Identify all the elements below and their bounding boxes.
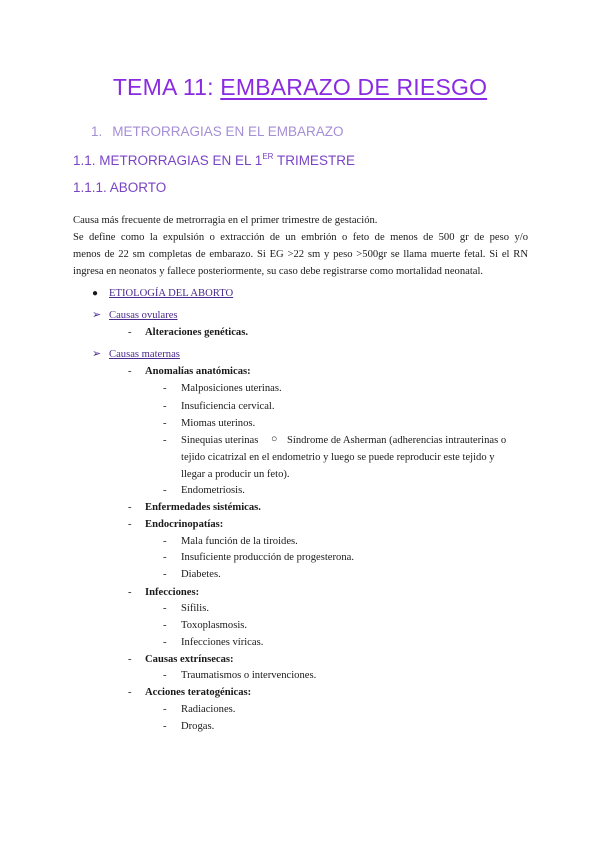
heading-superscript: ER xyxy=(262,152,274,161)
dash-icon: - xyxy=(128,587,132,598)
dash-icon: - xyxy=(128,327,132,338)
endocrino-label: Endocrinopatías: xyxy=(145,519,224,530)
list-item: Miomas uterinos. xyxy=(181,418,256,429)
dash-icon: - xyxy=(163,569,167,580)
sinequias-text-1: Síndrome de Asherman (adherencias intrauterinas o xyxy=(287,435,507,446)
heading-text: METRORRAGIAS EN EL EMBARAZO xyxy=(112,124,344,139)
dash-icon: - xyxy=(163,637,167,648)
ovulares-item: Alteraciones genéticas. xyxy=(145,327,248,338)
teratogenicas-label: Acciones teratogénicas: xyxy=(145,687,252,698)
sinequias-text-2: tejido cicatrizal en el endometrio y luego se puede reproducir este tejido y xyxy=(181,452,495,463)
dash-icon: - xyxy=(163,620,167,631)
dash-icon: - xyxy=(163,603,167,614)
heading-level-2 xyxy=(73,152,355,168)
list-item: Sífilis. xyxy=(181,603,209,614)
list-item: Malposiciones uterinas. xyxy=(181,383,282,394)
heading-level-1 xyxy=(91,124,344,139)
infecciones-label: Infecciones: xyxy=(145,587,200,598)
dash-icon: - xyxy=(163,401,167,412)
dash-icon: - xyxy=(163,670,167,681)
dash-icon: - xyxy=(163,552,167,563)
dash-icon: - xyxy=(163,536,167,547)
heading-suffix: TRIMESTRE xyxy=(273,153,355,168)
anomalias-label: Anomalías anatómicas: xyxy=(145,366,251,377)
section-etiologia: ETIOLOGÍA DEL ABORTO xyxy=(109,288,234,299)
list-item: Toxoplasmosis. xyxy=(181,620,248,631)
intro-line-4: ingresa en neonatos y fallece posteriormente, su caso debe registrarse como mortalidad neonatal. xyxy=(73,266,484,277)
list-item: Radiaciones. xyxy=(181,704,236,715)
intro-line-2: Se define como la expulsión o extracción de un embrión o feto de menos de 500 gr de peso y/o xyxy=(73,232,528,243)
page-title xyxy=(0,74,600,101)
title-prefix: TEMA 11: xyxy=(112,74,214,100)
heading-text: 1.1. METRORRAGIAS EN EL 1 xyxy=(73,153,263,168)
dash-icon: - xyxy=(163,383,167,394)
heading-number: 1. xyxy=(91,124,103,139)
list-item: Insuficiencia cervical. xyxy=(181,401,275,412)
list-item: Insuficiente producción de progesterona. xyxy=(181,552,354,563)
sinequias-label: Sinequias uterinas xyxy=(181,435,259,446)
bullet-dot-icon: ● xyxy=(92,288,99,299)
list-item: Drogas. xyxy=(181,721,215,732)
arrow-bullet-icon: ➢ xyxy=(92,309,102,321)
title-main: EMBARAZO DE RIESGO xyxy=(220,74,488,100)
intro-line-3: menos de 22 sm completas de embarazo. Si EG >22 sm y peso >500gr se llama muerte fetal. Si el RN xyxy=(73,249,528,260)
circle-bullet-icon: ○ xyxy=(271,434,278,445)
intro-line-1: Causa más frecuente de metrorragia en el primer trimestre de gestación. xyxy=(73,215,378,226)
dash-icon: - xyxy=(128,502,132,513)
list-item: Infecciones víricas. xyxy=(181,637,264,648)
sinequias-text-3: llegar a producir un feto). xyxy=(181,469,290,480)
dash-icon: - xyxy=(128,687,132,698)
dash-icon: - xyxy=(128,519,132,530)
dash-icon: - xyxy=(128,366,132,377)
list-item: Mala función de la tiroides. xyxy=(181,536,298,547)
sistemicas-label: Enfermedades sistémicas. xyxy=(145,502,261,513)
list-item: Traumatismos o intervenciones. xyxy=(181,670,317,681)
dash-icon: - xyxy=(163,418,167,429)
arrow-bullet-icon: ➢ xyxy=(92,348,102,360)
dash-icon: - xyxy=(128,654,132,665)
heading-level-3: 1.1.1. ABORTO xyxy=(73,180,167,195)
dash-icon: - xyxy=(163,485,167,496)
dash-icon: - xyxy=(163,704,167,715)
causas-ovulares-label: Causas ovulares xyxy=(109,310,178,321)
dash-icon: - xyxy=(163,721,167,732)
list-item: Diabetes. xyxy=(181,569,221,580)
causas-maternas-label: Causas maternas xyxy=(109,349,180,360)
extrinsecas-label: Causas extrínsecas: xyxy=(145,654,234,665)
list-item: Endometriosis. xyxy=(181,485,245,496)
dash-icon: - xyxy=(163,435,167,446)
